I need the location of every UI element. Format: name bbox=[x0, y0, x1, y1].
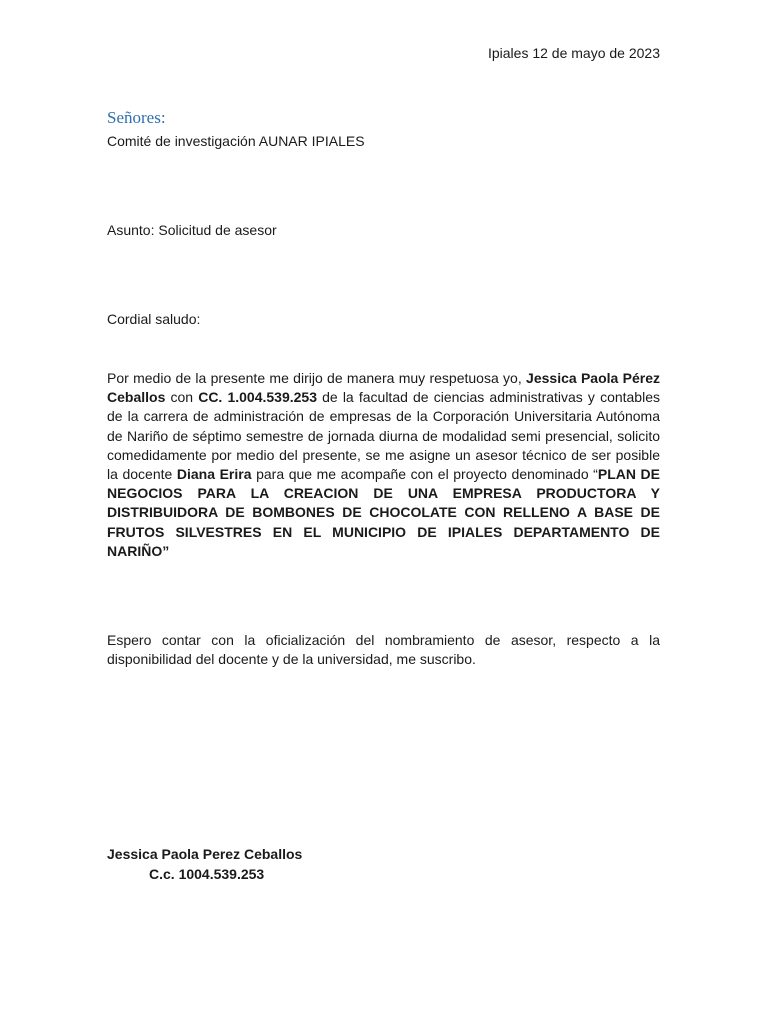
paragraph-text: para que me acompañe con el proyecto denominado “ bbox=[251, 466, 598, 483]
advisor-name: Diana Erira bbox=[176, 466, 252, 483]
signature-id: C.c. 1004.539.253 bbox=[149, 866, 265, 882]
body-paragraph-2: Espero contar con la oficialización del nombramiento de asesor, respecto a la disponibilidad del docente y de la universidad, me suscribo. bbox=[107, 632, 660, 668]
applicant-id: CC. 1.004.539.253 bbox=[198, 389, 317, 406]
paragraph-text: Por medio de la presente me dirijo de manera muy respetuosa yo, bbox=[107, 370, 527, 386]
paragraph-text: de la facultad de ciencias administrativas y contables de la carrera de administración de empresas de la Corporación Universitaria Autónoma de Nariño de séptimo semestre de jornada diurna de modalidad semi presencial, solicito comedidamente por medio del presente, se me asigne un asesor técnico de ser posible la docente bbox=[107, 389, 660, 483]
signature-name: Jessica Paola Perez Ceballos bbox=[107, 846, 303, 862]
paragraph-text: con bbox=[165, 389, 199, 406]
greeting-line: Cordial saludo: bbox=[107, 311, 201, 327]
subject-line: Asunto: Solicitud de asesor bbox=[107, 222, 277, 238]
salutation-heading: Señores: bbox=[107, 108, 166, 127]
applicant-name: Jessica Paola Pérez Ceballos bbox=[107, 370, 660, 406]
body-paragraph-1 bbox=[107, 369, 660, 561]
project-title: PLAN DE NEGOCIOS PARA LA CREACION DE UNA EMPRESA PRODUCTORA Y DISTRIBUIDORA DE BOMBONES DE CHOCOLATE CON RELLENO A BASE DE FRUTOS SILVESTRES EN EL MUNICIPIO DE IPIALES DEPARTAMENTO DE NARIÑO” bbox=[107, 466, 660, 559]
letter-date: Ipiales 12 de mayo de 2023 bbox=[487, 45, 660, 61]
recipient-line: Comité de investigación AUNAR IPIALES bbox=[107, 133, 365, 149]
